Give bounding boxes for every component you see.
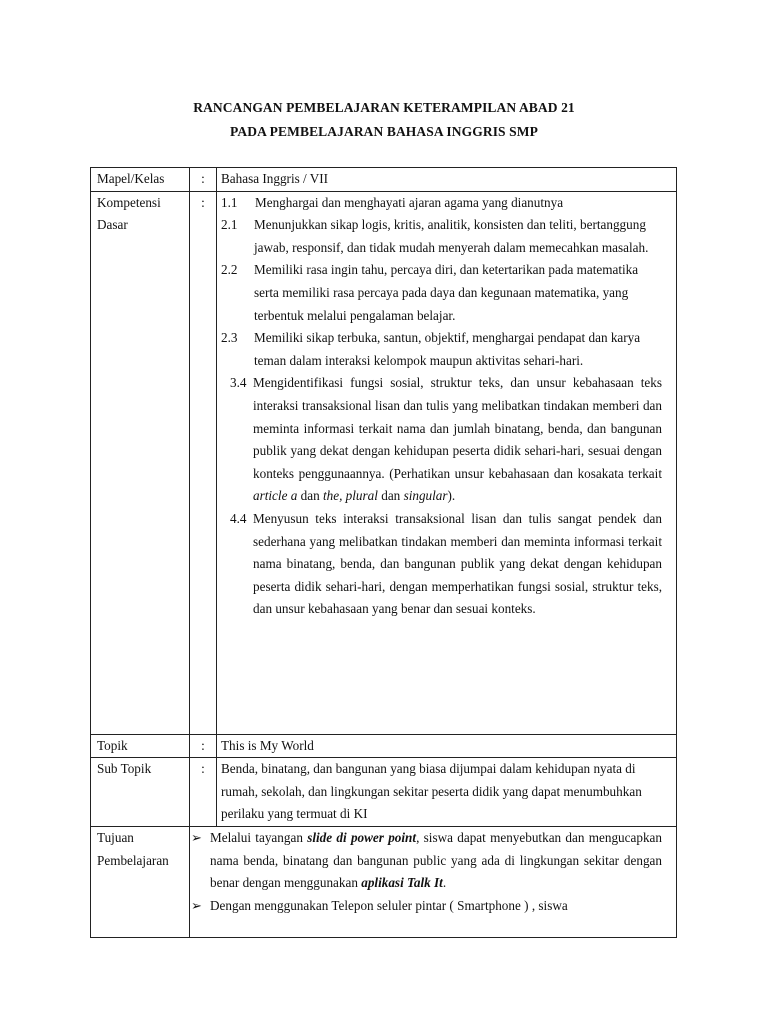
objective-emphasis: slide di power point [307, 829, 417, 845]
row-label-kompetensi [91, 191, 190, 734]
row-value-tujuan [190, 826, 677, 937]
kd-number: 2.1 [221, 217, 238, 233]
row-value-topik: This is My World [217, 734, 677, 758]
row-label-topik: Topik [91, 734, 190, 758]
kd-text: ). [447, 488, 456, 504]
kd-text: Menghargai dan menghayati ajaran agama yang dianutnya [255, 194, 564, 210]
kd-item [221, 214, 662, 259]
table-row [91, 826, 677, 937]
kd-item [221, 508, 662, 621]
label-line: Dasar [97, 217, 128, 233]
document-title: RANCANGAN PEMBELAJARAN KETERAMPILAN ABAD 21 [193, 100, 575, 115]
label-line: Pembelajaran [97, 852, 169, 868]
kd-number: 3.4 [230, 375, 247, 391]
row-label-mapel: Mapel/Kelas [91, 168, 190, 192]
kd-text: Menunjukkan sikap logis, kritis, analitik, konsisten dan teliti, bertanggung jawab, responsif, dan tidak mudah menyerah dalam memecahkan masalah. [254, 217, 649, 255]
row-colon: : [190, 758, 217, 827]
kd-text: Memiliki rasa ingin tahu, percaya diri, dan ketertarikan pada matematika serta memiliki rasa percaya pada daya dan kegunaan matematika, yang terbentuk melalui pengalaman belajar. [254, 262, 639, 323]
kd-number: 4.4 [230, 510, 247, 526]
objective-text: , siswa dapat menyebutkan dan mengucapkan nama benda, binatang dan bangunan public yang ada di lingkungan sekitar dengan benar dengan menggunakan [210, 829, 662, 891]
objective-text: Melalui tayangan [210, 829, 308, 845]
kd-text: Menyusun teks interaksi transaksional lisan dan tulis sangat pendek dan sederhana yang melibatkan tindakan memberi dan meminta informasi terkait nama binatang, benda, dan bangunan publik yang dekat dengan kehidupan peserta didik sehari-hari, dengan memperhatikan fungsi sosial, struktur teks, dan unsur kebahasaan yang benar dan sesuai konteks. [253, 510, 662, 617]
label-line: Tujuan [97, 829, 134, 845]
table-row [91, 168, 677, 192]
objective-text: . [442, 875, 447, 891]
kd-text: dan [297, 488, 323, 504]
objective-emphasis: aplikasi Talk It [361, 875, 443, 891]
kd-text: Memiliki sikap terbuka, santun, objektif, menghargai pendapat dan karya teman dalam interaksi kelompok maupun aktivitas sehari-hari. [254, 330, 641, 368]
row-value-mapel: Bahasa Inggris / VII [217, 168, 677, 192]
label-line: Kompetensi [97, 194, 161, 210]
kd-number: 1.1 [221, 194, 238, 210]
kd-text: dan [377, 488, 404, 504]
row-colon: : [190, 168, 217, 192]
kd-item [221, 259, 662, 327]
kd-text-italic: article a [253, 488, 298, 504]
arrow-bullet-icon: ➢ [191, 897, 203, 913]
row-colon: : [190, 734, 217, 758]
kd-number: 2.2 [221, 262, 238, 278]
row-value-kompetensi [217, 191, 677, 734]
arrow-bullet-icon: ➢ [191, 829, 203, 845]
kd-item [221, 372, 662, 508]
objective-item [191, 827, 662, 895]
document-subtitle: PADA PEMBELAJARAN BAHASA INGGRIS SMP [230, 124, 538, 139]
lesson-plan-table [90, 167, 677, 938]
kd-item [221, 192, 662, 215]
objective-text: Dengan menggunakan Telepon seluler pintar ( Smartphone ) , siswa [210, 897, 568, 913]
table-row [91, 734, 677, 758]
kd-text-italic: the, plural [322, 488, 378, 504]
row-value-subtopik: Benda, binatang, dan bangunan yang biasa dijumpai dalam kehidupan nyata di rumah, sekolah, dan lingkungan sekitar peserta didik yang dapat menumbuhkan perilaku yang termuat di KI [217, 758, 677, 827]
table-row [91, 191, 677, 734]
row-colon: : [190, 191, 217, 734]
kd-text-italic: singular [403, 488, 448, 504]
kd-text: Mengidentifikasi fungsi sosial, struktur teks, dan unsur kebahasaan teks interaksi transaksional lisan dan tulis yang melibatkan tindakan memberi dan meminta informasi terkait nama dan jumlah binatang, benda, dan bangunan publik yang dekat dengan kehidupan peserta didik sehari-hari, sesuai dengan konteks penggunaannya. (Perhatikan unsur kebahasaan dan kosakata terkait [253, 375, 662, 481]
row-label-subtopik: Sub Topik [91, 758, 190, 827]
table-row [91, 758, 677, 827]
objective-item [191, 895, 662, 918]
kd-item [221, 327, 662, 372]
kd-number: 2.3 [221, 330, 238, 346]
row-label-tujuan [91, 826, 190, 937]
